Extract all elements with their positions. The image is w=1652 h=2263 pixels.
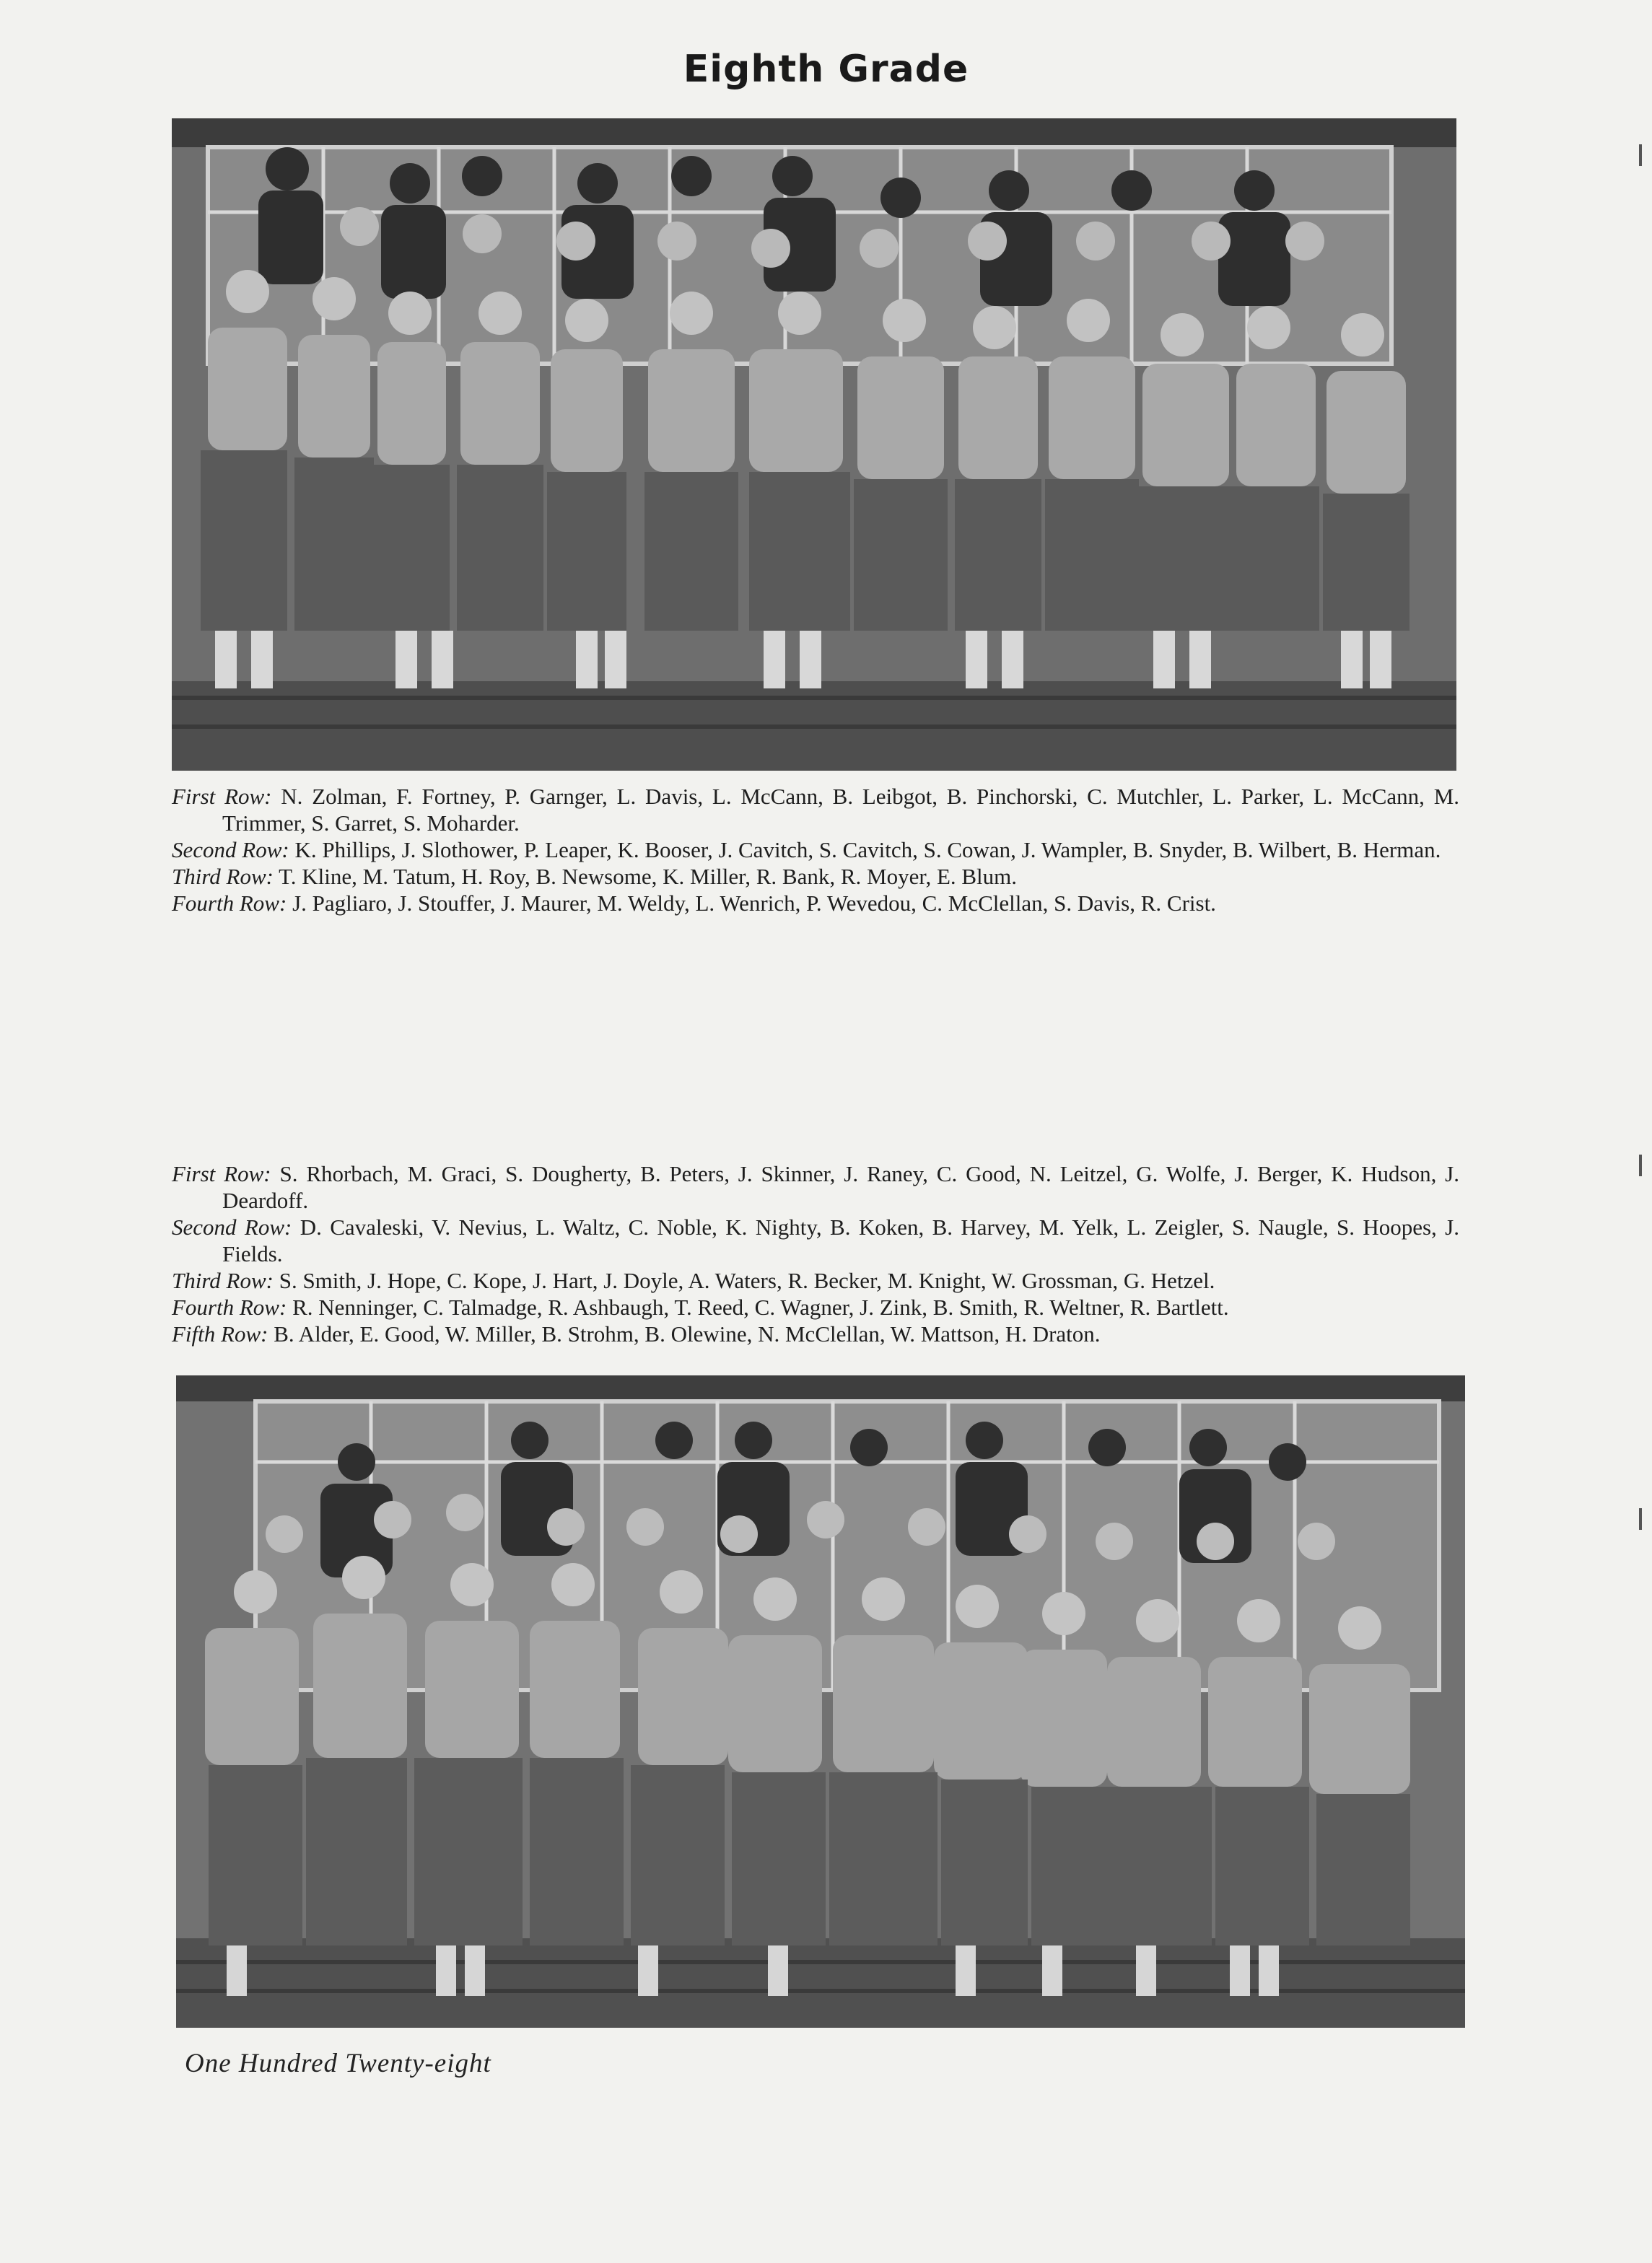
- class-photo-top: [172, 118, 1456, 771]
- row-names: D. Cavaleski, V. Nevius, L. Waltz, C. Noble, K. Nighty, B. Koken, B. Harvey, M. Yelk, L. Zeigler, S. Naugle, S. Hoopes, J. Fields.: [222, 1214, 1459, 1266]
- caption-row: [172, 1321, 1459, 1347]
- caption-row: [172, 836, 1459, 863]
- row-names: N. Zolman, F. Fortney, P. Garnger, L. Davis, L. McCann, B. Leibgot, B. Pinchorski, C. Mutchler, L. Parker, L. McCann, M. Trimmer, S. Garret, S. Moharder.: [222, 784, 1460, 836]
- row-label: Third Row:: [172, 864, 274, 889]
- row-names: B. Alder, E. Good, W. Miller, B. Strohm, B. Olewine, N. McClellan, W. Mattson, H. Draton.: [274, 1321, 1101, 1347]
- class-photo-top-image: [172, 118, 1456, 771]
- binding-edge-mark: [1639, 1508, 1642, 1530]
- caption-row: [172, 890, 1459, 916]
- caption-row: [172, 1267, 1459, 1294]
- row-names: S. Smith, J. Hope, C. Kope, J. Hart, J. Doyle, A. Waters, R. Becker, M. Knight, W. Grossman, G. Hetzel.: [279, 1268, 1215, 1293]
- row-names: K. Phillips, J. Slothower, P. Leaper, K. Booser, J. Cavitch, S. Cavitch, S. Cowan, J. Wampler, B. Snyder, B. Wilbert, B. Herman.: [294, 837, 1441, 862]
- binding-edge-mark: [1639, 1155, 1642, 1176]
- page-title: Eighth Grade: [683, 48, 969, 91]
- row-names: T. Kline, M. Tatum, H. Roy, B. Newsome, K. Miller, R. Bank, R. Moyer, E. Blum.: [279, 864, 1018, 889]
- caption-row: [172, 1214, 1459, 1267]
- binding-edge-mark: [1639, 144, 1642, 166]
- row-label: Fifth Row:: [172, 1321, 268, 1347]
- caption-bottom: [172, 1160, 1459, 1347]
- row-label: Fourth Row:: [172, 890, 287, 916]
- row-label: Second Row:: [172, 837, 289, 862]
- caption-row: [172, 1160, 1459, 1214]
- class-photo-bottom-image: [176, 1375, 1465, 2028]
- row-label: Third Row:: [172, 1268, 274, 1293]
- caption-row: [172, 1294, 1459, 1321]
- class-photo-bottom: [176, 1375, 1465, 2028]
- row-label: First Row:: [172, 1161, 271, 1186]
- caption-top: [172, 783, 1459, 916]
- row-names: R. Nenninger, C. Talmadge, R. Ashbaugh, T. Reed, C. Wagner, J. Zink, B. Smith, R. Weltner, R. Bartlett.: [292, 1295, 1229, 1320]
- row-label: Second Row:: [172, 1214, 292, 1240]
- row-names: S. Rhorbach, M. Graci, S. Dougherty, B. Peters, J. Skinner, J. Raney, C. Good, N. Leitzel, G. Wolfe, J. Berger, K. Hudson, J. Deardoff.: [222, 1161, 1459, 1213]
- page-number: One Hundred Twenty-eight: [185, 2049, 491, 2078]
- row-label: Fourth Row:: [172, 1295, 287, 1320]
- caption-row: [172, 783, 1459, 836]
- caption-row: [172, 863, 1459, 890]
- row-names: J. Pagliaro, J. Stouffer, J. Maurer, M. Weldy, L. Wenrich, P. Wevedou, C. McClellan, S. Davis, R. Crist.: [292, 890, 1216, 916]
- row-label: First Row:: [172, 784, 272, 809]
